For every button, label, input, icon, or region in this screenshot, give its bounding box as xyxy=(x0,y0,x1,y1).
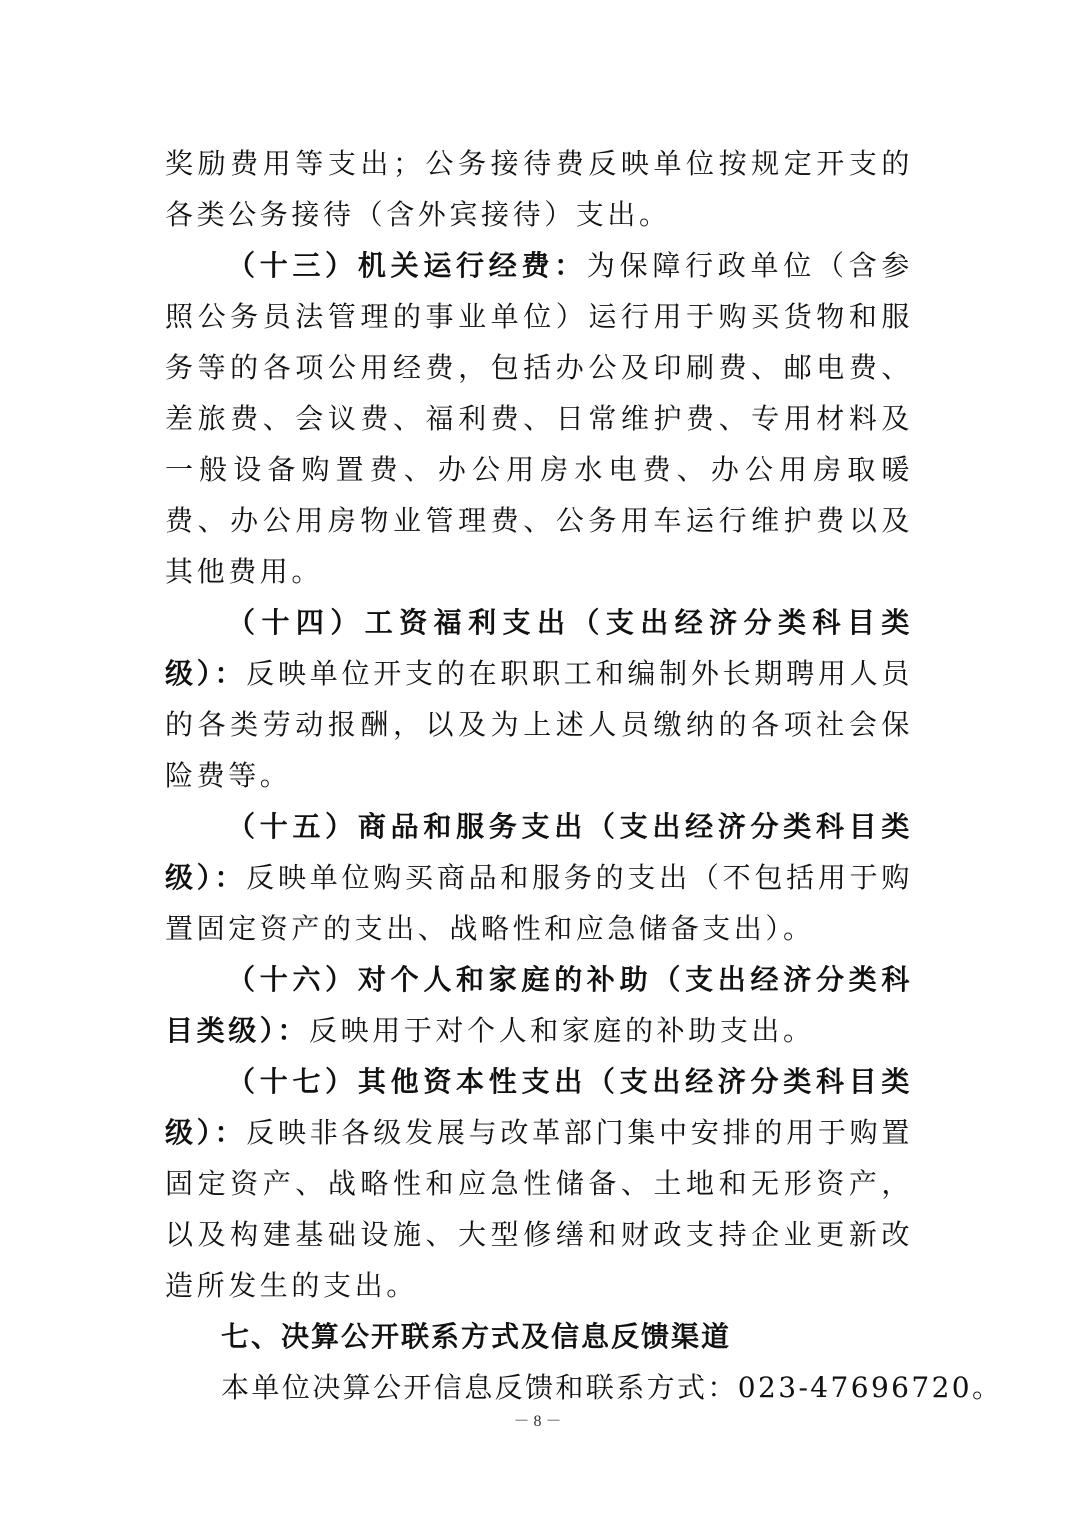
item-13-body: 为保障行政单位（含参照公务员法管理的事业单位）运行用于购买货物和服务等的各项公用经费，包括办公及印刷费、邮电费、差旅费、会议费、福利费、日常维护费、专用材料及一般设备购置费、办公用房水电费、办公用房取暖费、办公用房物业管理费、公务用车运行维护费以及其他费用。 xyxy=(165,249,913,588)
item-15-body: 反映单位购买商品和服务的支出（不包括用于购置固定资产的支出、战略性和应急储备支出）。 xyxy=(165,861,913,945)
item-17-lead: （十七）其他资本性支出（支出经济分类科目类级）： xyxy=(165,1065,913,1149)
item-16-lead: （十六）对个人和家庭的补助（支出经济分类科目类级）： xyxy=(165,963,913,1047)
document-page xyxy=(165,138,1003,1413)
item-15-lead: （十五）商品和服务支出（支出经济分类科目类级）： xyxy=(165,810,913,894)
item-14-body: 反映单位开支的在职职工和编制外长期聘用人员的各类劳动报酬，以及为上述人员缴纳的各项社会保险费等。 xyxy=(165,657,913,792)
paragraph-item-13 xyxy=(165,240,913,597)
paragraph-item-14 xyxy=(165,597,913,801)
item-14-lead: （十四）工资福利支出（支出经济分类科目类级）： xyxy=(165,606,913,690)
contact-paragraph: 本单位决算公开信息反馈和联系方式：023-47696720。 xyxy=(221,1371,1003,1404)
item-17-body: 反映非各级发展与改革部门集中安排的用于购置固定资产、战略性和应急性储备、土地和无形资产，以及构建基础设施、大型修缮和财政支持企业更新改造所发生的支出。 xyxy=(165,1116,913,1302)
paragraph-item-17 xyxy=(165,1056,913,1311)
paragraph-item-16 xyxy=(165,954,913,1056)
item-13-lead: （十三）机关运行经费： xyxy=(227,249,587,282)
intro-paragraph: 奖励费用等支出；公务接待费反映单位按规定开支的各类公务接待（含外宾接待）支出。 xyxy=(165,147,913,231)
page-number: － 8 － xyxy=(513,1413,562,1430)
section-heading: 七、决算公开联系方式及信息反馈渠道 xyxy=(221,1320,732,1353)
item-16-body: 反映用于对个人和家庭的补助支出。 xyxy=(309,1014,815,1047)
paragraph-item-15 xyxy=(165,801,913,954)
